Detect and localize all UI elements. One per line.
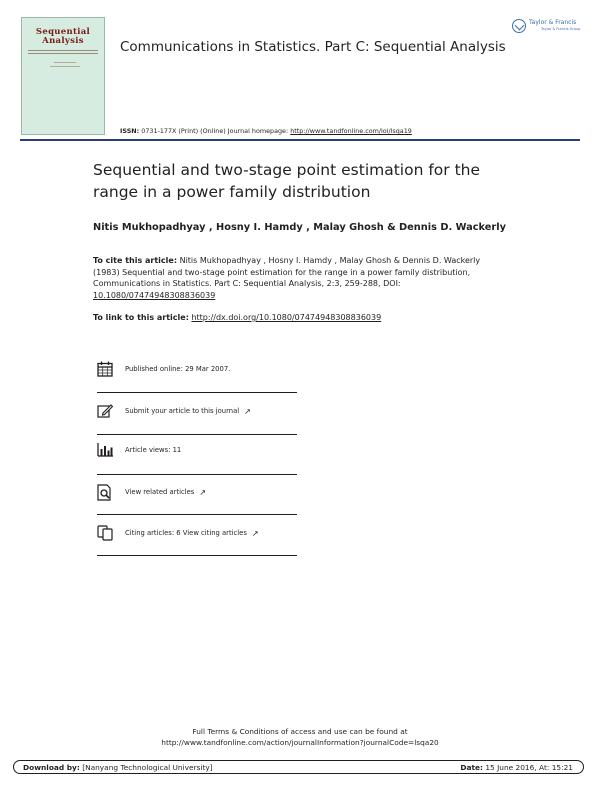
publisher-logo-icon — [512, 19, 526, 33]
publisher-logo[interactable] — [512, 17, 584, 37]
article-views-text: Article views: 11 — [125, 446, 182, 454]
journal-homepage-link[interactable]: http://www.tandfonline.com/loi/lsqa19 — [290, 127, 412, 135]
citation-text: Nitis Mukhopadhyay , Hosny I. Hamdy , Malay Ghosh & Dennis D. Wackerly (1983) Sequential and two-stage point estimation for the range in a power family distribution, Communications in Statistics. Part C: Sequential Analysis, 2:3, 259-288, DOI: — [93, 256, 481, 289]
cover-title-line2: Analysis — [42, 36, 84, 46]
terms-notice — [0, 726, 600, 748]
citing-articles-text[interactable]: Citing articles: 6 View citing articles — [125, 529, 247, 537]
action-divider — [97, 555, 297, 556]
publisher-subname: Taylor & Francis Group — [541, 27, 581, 31]
cover-text-line — [54, 62, 76, 63]
cover-text-line — [50, 66, 80, 67]
cover-rule — [28, 53, 98, 54]
edit-icon — [97, 403, 119, 419]
journal-cover-image[interactable] — [21, 17, 105, 135]
citing-articles-icon — [97, 525, 119, 541]
published-online-item — [97, 349, 297, 389]
search-document-icon — [97, 484, 119, 501]
issn-line — [120, 127, 412, 135]
citation-doi-link[interactable]: 10.1080/07474948308836039 — [93, 290, 216, 300]
header-divider — [20, 139, 580, 141]
external-link-icon: ↗ — [251, 528, 259, 538]
submit-article-text[interactable]: Submit your article to this journal — [125, 407, 240, 415]
article-doi-url[interactable]: http://dx.doi.org/10.1080/07474948308836039 — [191, 313, 382, 322]
article-views-item — [97, 430, 297, 470]
downloaded-by-label: Download by: — [23, 763, 80, 772]
cover-title-line1: Sequential — [35, 27, 91, 37]
external-link-icon: ↗ — [199, 487, 207, 497]
journal-title[interactable]: Communications in Statistics. Part C: Sequential Analysis — [120, 39, 506, 55]
citing-articles-link[interactable] — [97, 513, 297, 553]
submit-article-link[interactable] — [97, 391, 297, 431]
terms-url[interactable]: http://www.tandfonline.com/action/journalInformation?journalCode=lsqa20 — [161, 738, 439, 747]
downloaded-by-value: [Nanyang Technological University] — [82, 763, 213, 772]
view-related-articles-text[interactable]: View related articles — [125, 488, 195, 496]
terms-line: Full Terms & Conditions of access and use can be found at — [192, 727, 408, 736]
download-date-label: Date: — [460, 763, 483, 772]
publisher-name: Taylor & Francis — [529, 19, 577, 26]
article-link-line — [93, 313, 381, 322]
citation-block — [93, 255, 503, 301]
published-online-text: Published online: 29 Mar 2007. — [125, 365, 231, 373]
issn-text: 0731-177X (Print) (Online) Journal homepage: — [141, 127, 289, 135]
downloaded-by — [23, 763, 213, 772]
issn-label: ISSN: — [120, 127, 140, 135]
article-title: Sequential and two-stage point estimation for the range in a power family distribution — [93, 161, 481, 201]
article-authors: Nitis Mukhopadhyay , Hosny I. Hamdy , Malay Ghosh & Dennis D. Wackerly — [93, 222, 506, 233]
citation-label: To cite this article: — [93, 256, 178, 265]
external-link-icon: ↗ — [244, 406, 251, 416]
article-link-label: To link to this article: — [93, 313, 189, 322]
cover-title — [26, 28, 100, 46]
download-info-bar — [13, 760, 584, 774]
download-date-value: 15 June 2016, At: 15:21 — [485, 763, 573, 772]
bar-chart-icon — [97, 443, 119, 457]
download-date — [460, 763, 573, 772]
calendar-icon — [97, 361, 119, 377]
cover-rule — [28, 50, 98, 51]
view-related-articles-link[interactable] — [97, 472, 297, 512]
